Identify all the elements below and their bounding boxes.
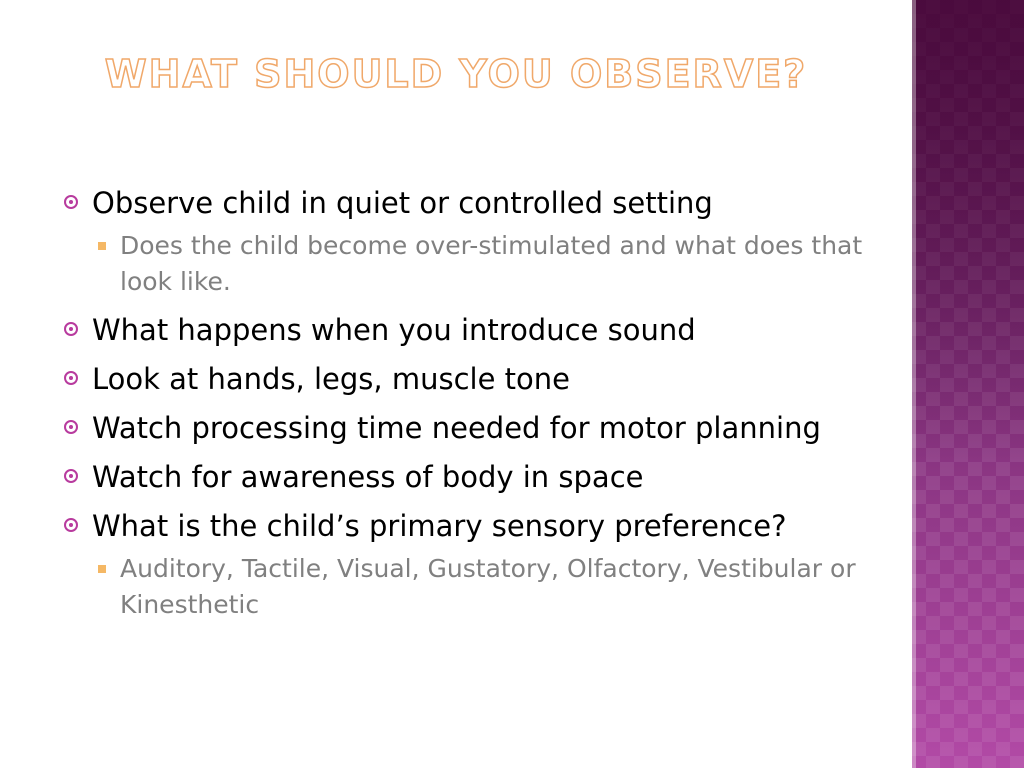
bullet-item bbox=[62, 408, 892, 448]
bullet-text: Look at hands, legs, muscle tone bbox=[92, 362, 570, 396]
bullet-text: Observe child in quiet or controlled setting bbox=[92, 186, 713, 220]
bullet-list bbox=[62, 183, 892, 633]
circle-bullet-icon bbox=[64, 469, 78, 483]
circle-bullet-icon bbox=[64, 518, 78, 532]
bullet-item bbox=[62, 457, 892, 497]
square-bullet-icon bbox=[98, 565, 106, 573]
bullet-text: What happens when you introduce sound bbox=[92, 313, 696, 347]
circle-bullet-icon bbox=[64, 371, 78, 385]
bullet-item bbox=[62, 183, 892, 223]
bullet-item bbox=[62, 359, 892, 399]
slide-title: WHAT SHOULD YOU OBSERVE? bbox=[104, 52, 808, 96]
sub-bullet-text: Does the child become over-stimulated and what does that look like. bbox=[120, 231, 863, 296]
sub-bullet-text: Auditory, Tactile, Visual, Gustatory, Olfactory, Vestibular or Kinesthetic bbox=[120, 554, 856, 619]
bullet-text: Watch for awareness of body in space bbox=[92, 460, 644, 494]
bullet-item bbox=[62, 506, 892, 546]
square-bullet-icon bbox=[98, 242, 106, 250]
sub-bullet-item bbox=[62, 228, 892, 300]
decorative-side-band bbox=[912, 0, 1024, 768]
sub-bullet-item bbox=[62, 551, 892, 623]
bullet-item bbox=[62, 310, 892, 350]
circle-bullet-icon bbox=[64, 195, 78, 209]
bullet-text: Watch processing time needed for motor planning bbox=[92, 411, 821, 445]
circle-bullet-icon bbox=[64, 322, 78, 336]
bullet-text: What is the child’s primary sensory preference? bbox=[92, 509, 787, 543]
circle-bullet-icon bbox=[64, 420, 78, 434]
